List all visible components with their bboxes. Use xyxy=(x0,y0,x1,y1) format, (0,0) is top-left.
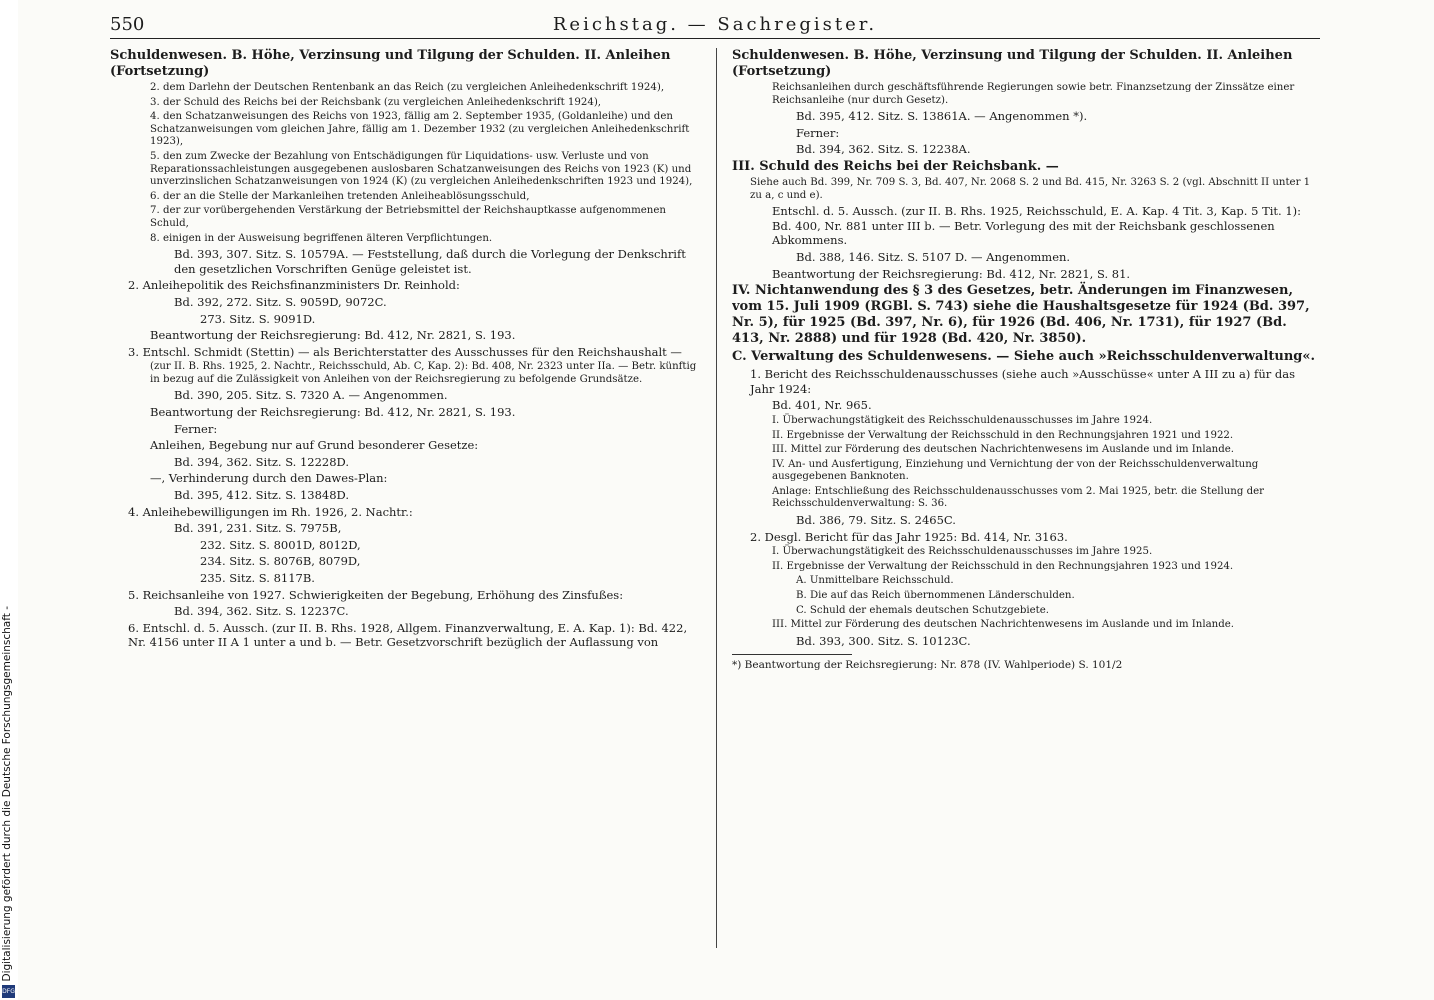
reference: Bd. 393, 300. Sitz. S. 10123C. xyxy=(796,633,971,648)
subitem: 7. der zur vorübergehenden Verstärkung der Betriebsmittel der Reichshauptkasse aufgenommenen Schuld, xyxy=(150,205,666,229)
item-title: 4. Anleihebewilligungen im Rh. 1926, 2. Nachtr.: xyxy=(128,504,413,519)
section-title: C. Verwaltung des Schuldenwesens. — Siehe auch »Reichsschuldenverwaltung«. xyxy=(732,349,1316,365)
subitem: 6. der an die Stelle der Markanleihen tretenden Anleiheablösungsschuld, xyxy=(150,190,530,202)
reference: Bd. 390, 205. Sitz. S. 7320 A. — Angenommen. xyxy=(174,388,448,403)
item-title: 6. Entschl. d. 5. Aussch. (zur II. B. Rhs. 1928, Allgem. Finanzverwaltung, E. A. Kap. 1): Bd. 422, Nr. 4156 unter II A 1 unter a und b. — Betr. Gesetzvorschrift bezüglich der Auflassung von xyxy=(128,620,688,650)
entschliessung: Entschl. d. 5. Aussch. (zur II. B. Rhs. 1925, Reichsschuld, E. A. Kap. 4 Tit. 3, Kap. 5 Tit. 1): Bd. 400, Nr. 881 unter III b. — Betr. Vorlegung des mit der Reichsbank geschlossenen Abkommens. xyxy=(772,204,1302,248)
digitization-sidebar xyxy=(0,0,18,1000)
page-number: 550 xyxy=(110,14,145,35)
answer: Beantwortung der Reichsregierung: Bd. 412, Nr. 2821, S. 193. xyxy=(150,405,516,420)
digitization-credit: Digitalisierung gefördert durch die Deutsche Forschungsgemeinschaft - xyxy=(1,606,13,982)
reference: 273. Sitz. S. 9091D. xyxy=(200,311,316,326)
answer: Beantwortung der Reichsregierung: Bd. 412, Nr. 2821, S. 81. xyxy=(772,266,1131,281)
section-text: Siehe auch Bd. 399, Nr. 709 S. 3, Bd. 407, Nr. 2068 S. 2 und Bd. 415, Nr. 3263 S. 2 (vgl. Abschnitt II unter 1 zu a, c und e). xyxy=(750,176,1311,201)
ferner-label: Ferner: xyxy=(174,421,218,436)
subitem: 8. einigen in der Ausweisung begriffenen älteren Verpflichtungen. xyxy=(150,232,493,244)
reference: Bd. 386, 79. Sitz. S. 2465C. xyxy=(796,513,956,528)
reference: Bd. 393, 307. Sitz. S. 10579A. — Feststellung, daß durch die Vorlegung der Denkschrift den gesetzlichen Vorschriften Genüge geleistet ist. xyxy=(174,247,686,276)
reference: Bd. 394, 362. Sitz. S. 12237C. xyxy=(174,604,349,619)
subitem: IV. An- und Ausfertigung, Einziehung und Vernichtung der von der Reichsschuldenverwaltung ausgegebenen Banknoten. xyxy=(772,458,1259,483)
section-title: IV. Nichtanwendung des § 3 des Gesetzes, betr. Änderungen im Finanzwesen, vom 15. Juli 1909 (RGBl. S. 743) siehe die Haushaltsgesetze für 1924 (Bd. 397, Nr. 5), für 1925 (Bd. 397, Nr. 6), für 1926 (Bd. 406, Nr. 1731), für 1927 (Bd. 413, Nr. 2888) und für 1928 (Bd. 420, Nr. 3850). xyxy=(732,283,1310,347)
section-heading: Schuldenwesen. B. Höhe, Verzinsung und Tilgung der Schulden. II. Anleihen (Fortsetzung) xyxy=(732,48,1293,79)
reference: Bd. 394, 362. Sitz. S. 12238A. xyxy=(796,142,971,157)
item-title: 2. Anleihepolitik des Reichsfinanzministers Dr. Reinhold: xyxy=(128,278,460,293)
item-title: 1. Bericht des Reichsschuldenausschusses (siehe auch »Ausschüsse« unter A III zu a) für das Jahr 1924: xyxy=(750,367,1295,396)
reference: 235. Sitz. S. 8117B. xyxy=(200,571,315,585)
reference: Bd. 395, 412. Sitz. S. 13848D. xyxy=(174,488,350,503)
item-title: 3. Entschl. Schmidt (Stettin) — als Berichterstatter des Ausschusses für den Reichshaushalt — xyxy=(128,344,682,359)
footnote-rule xyxy=(732,654,852,655)
subitem: 2. dem Darlehn der Deutschen Rentenbank an das Reich (zu vergleichen Anleihedenkschrift 1924), xyxy=(150,82,665,93)
subitem: C. Schuld der ehemals deutschen Schutzgebiete. xyxy=(796,604,1049,616)
subitem: I. Überwachungstätigkeit des Reichsschuldenausschusses im Jahre 1924. xyxy=(772,414,1153,426)
subitem: Anlage: Entschließung des Reichsschuldenausschusses vom 2. Mai 1925, betr. die Stellung der Reichsschuldenverwaltung: S. 36. xyxy=(772,485,1265,510)
ferner-text: Anleihen, Begebung nur auf Grund besonderer Gesetze: xyxy=(150,438,479,453)
running-head-title: Reichstag. — Sachregister. xyxy=(552,14,878,35)
reference: 232. Sitz. S. 8001D, 8012D, xyxy=(200,537,361,552)
section-title: III. Schuld des Reichs bei der Reichsbank. — xyxy=(732,158,1059,174)
right-column xyxy=(732,48,1320,998)
intro-text: Reichsanleihen durch geschäftsführende Regierungen sowie betr. Finanzsetzung der Zinssätze einer Reichsanleihe (nur durch Gesetz). xyxy=(772,82,1295,106)
subitem: II. Ergebnisse der Verwaltung der Reichsschuld in den Rechnungsjahren 1921 und 1922. xyxy=(772,429,1234,441)
answer: Beantwortung der Reichsregierung: Bd. 412, Nr. 2821, S. 193. xyxy=(150,328,516,343)
reference: 234. Sitz. S. 8076B, 8079D, xyxy=(200,554,361,569)
reference: Bd. 388, 146. Sitz. S. 5107 D. — Angenommen. xyxy=(796,249,1071,264)
subitem: I. Überwachungstätigkeit des Reichsschuldenausschusses im Jahre 1925. xyxy=(772,546,1153,558)
subitem: A. Unmittelbare Reichsschuld. xyxy=(796,575,954,587)
ferner-label: Ferner: xyxy=(796,125,840,140)
footnote: *) Beantwortung der Reichsregierung: Nr. 878 (IV. Wahlperiode) S. 101/2 xyxy=(732,659,1123,672)
reference: Bd. 392, 272. Sitz. S. 9059D, 9072C. xyxy=(174,294,387,309)
reference: Bd. 401, Nr. 965. xyxy=(772,398,872,413)
subitem: 5. den zum Zwecke der Bezahlung von Entschädigungen für Liquidations- usw. Verluste und von Reparationssachleistungen ausgegebenen auslosbaren Schatzanweisungen des Reichs von 1923 (K) und unverzinslichen Schatzanweisungen von 1924 (K) (zu vergleichen Anleihedenkschriften 1923 und 1924), xyxy=(150,150,693,188)
running-head xyxy=(110,12,1320,39)
column-divider xyxy=(716,48,717,948)
item-text: (zur II. B. Rhs. 1925, 2. Nachtr., Reichsschuld, Ab. C, Kap. 2): Bd. 408, Nr. 2323 unter IIa. — Betr. künftig in bezug auf die Zulässigkeit von Anleihen von der Reichsregierung zu befolgende Grundsätze. xyxy=(150,361,697,385)
item-title: 5. Reichsanleihe von 1927. Schwierigkeiten der Begebung, Erhöhung des Zinsfußes: xyxy=(128,587,624,602)
left-column xyxy=(110,48,700,998)
dfg-logo-icon: DFG xyxy=(2,985,15,998)
section-heading: Schuldenwesen. B. Höhe, Verzinsung und Tilgung der Schulden. II. Anleihen (Fortsetzung) xyxy=(110,48,671,79)
dawes-text: —, Verhinderung durch den Dawes-Plan: xyxy=(150,471,388,486)
subitem: 3. der Schuld des Reichs bei der Reichsbank (zu vergleichen Anleihedenkschrift 1924), xyxy=(150,96,602,108)
subitem: III. Mittel zur Förderung des deutschen Nachrichtenwesens im Auslande und im Inlande. xyxy=(772,444,1235,456)
subitem: III. Mittel zur Förderung des deutschen Nachrichtenwesens im Auslande und im Inlande. xyxy=(772,619,1235,631)
item-title: 2. Desgl. Bericht für das Jahr 1925: Bd. 414, Nr. 3163. xyxy=(750,529,1068,544)
subitem: 4. den Schatzanweisungen des Reichs von 1923, fällig am 2. September 1935, (Goldanleihe) und den Schatzanweisungen vom gleichen Jahre, fällig am 1. Dezember 1932 (zu vergleichen Anleihedenkschrift 1923), xyxy=(150,111,690,148)
reference: Bd. 391, 231. Sitz. S. 7975B, xyxy=(174,521,342,536)
subitem: B. Die auf das Reich übernommenen Länderschulden. xyxy=(796,590,1075,602)
subitem: II. Ergebnisse der Verwaltung der Reichsschuld in den Rechnungsjahren 1923 und 1924. xyxy=(772,560,1234,572)
reference: Bd. 395, 412. Sitz. S. 13861A. — Angenommen *). xyxy=(796,109,1088,124)
reference: Bd. 394, 362. Sitz. S. 12228D. xyxy=(174,454,350,469)
